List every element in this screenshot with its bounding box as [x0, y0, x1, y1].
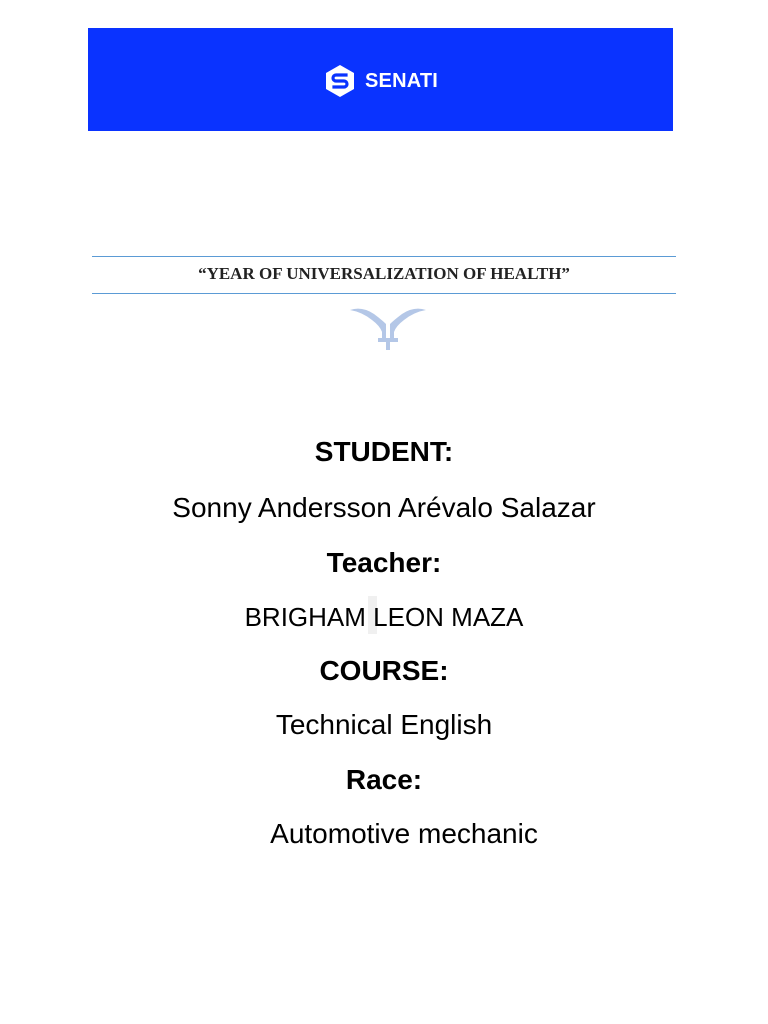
motto-bottom-rule	[92, 293, 676, 294]
student-label: STUDENT:	[314, 436, 454, 467]
student-name: Sonny Andersson Arévalo Salazar	[172, 492, 596, 523]
senati-s-logo-icon	[323, 64, 357, 98]
course-name: Technical English	[275, 709, 493, 740]
race-value: Automotive mechanic	[270, 818, 538, 849]
motto-heading: “YEAR OF UNIVERSALIZATION OF HEALTH”	[198, 264, 570, 283]
senati-logo	[323, 64, 438, 98]
motto-top-rule	[92, 256, 676, 257]
logo-text: SENATI	[365, 69, 439, 92]
course-label: COURSE:	[319, 655, 449, 686]
stylized-tree-emblem-icon	[348, 302, 428, 350]
teacher-name: BRIGHAM LEON MAZA	[244, 602, 524, 632]
race-label: Race:	[345, 764, 423, 795]
teacher-label: Teacher:	[326, 547, 442, 578]
